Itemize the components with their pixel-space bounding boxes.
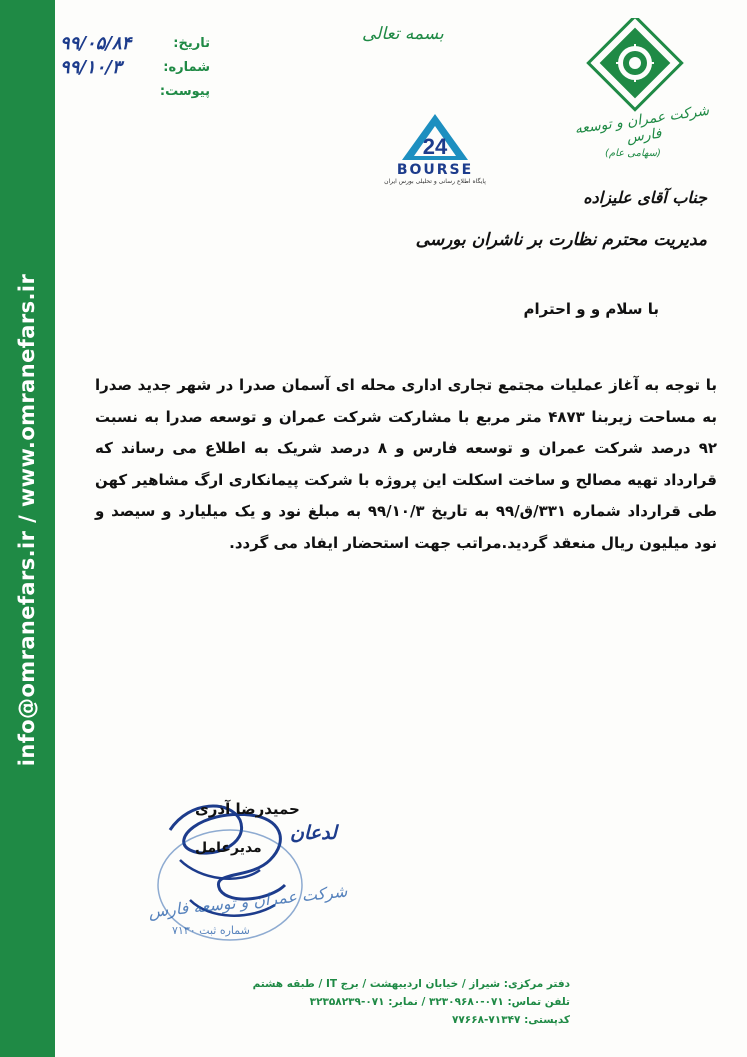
bourse-word: BOURSE	[396, 162, 474, 178]
bourse-mark-icon	[400, 112, 470, 162]
signer-name: حمیدرضا آذری	[195, 800, 300, 818]
sidebar-contact-text: info@omranefars.ir / www.omranefars.ir	[15, 273, 39, 767]
stamp-registration: شماره ثبت ۷۱۳۰	[172, 924, 250, 937]
sidebar-band	[0, 0, 55, 1057]
company-logo-tag: (سهامی عام)	[605, 148, 661, 159]
bourse-logo	[383, 112, 487, 186]
letter-meta	[60, 33, 210, 108]
svg-text:24: 24	[422, 134, 448, 159]
bismillah-header: بسمه تعالی	[362, 24, 444, 44]
number-label: شماره:	[163, 60, 210, 75]
number-value: ۹۹/۱۰/۳	[60, 57, 122, 78]
secondary-signature: لدعان	[290, 822, 337, 844]
letter-body: با توجه به آغاز عملیات مجتمع تجاری اداری محله ای آسمان صدرا در شهر جدید صدرا به مساحت زیربنا ۴۸۷۳ متر مربع با مشارکت شرکت عمران و توسعه صدرا به نسبت ۹۲ درصد شرکت عمران و توسعه فارس و ۸ درصد شریک به اطلاع می رساند که قرارداد تهیه مصالح و ساخت اسکلت این پروژه با شرکت پیمانکاری ارگ مشاهیر کهن طی قرارداد شماره ۳۳۱/ق/۹۹ به تاریخ ۹۹/۱۰/۳ به مبلغ نود و یک میلیارد و سیصد و نود میلیون ریال منعقد گردید.مراتب جهت استحضار ایفاد می گردد.	[95, 376, 717, 552]
stamp-company-name: شرکت عمران و توسعه فارس	[147, 881, 349, 922]
footer-postal: کدپستی: ۷۱۳۴۷-۷۷۶۶۸	[451, 1014, 570, 1026]
footer-phone: تلفن تماس: ۰۷۱-۳۲۳۰۹۶۸۰ / نمابر: ۰۷۱-۳۲۳۵۸۲۳۹	[309, 996, 570, 1008]
greeting: با سلام و و احترام	[523, 300, 659, 318]
addressee-name: جناب آقای علیزاده	[583, 188, 707, 207]
signer-title: مدیرعامل	[195, 840, 262, 856]
number-row	[60, 57, 210, 84]
bourse-subtitle: پایگاه اطلاع رسانی و تحلیلی بورس ایران	[384, 178, 486, 185]
date-value: ۹۹/۰۵/۸۴	[60, 33, 132, 54]
attachment-label: پیوست:	[159, 84, 210, 99]
footer-address: دفتر مرکزی: شیراز / خیابان اردیبهشت / برج IT / طبقه هشتم	[252, 978, 570, 990]
date-label: تاریخ:	[173, 36, 210, 51]
attachment-row	[60, 84, 210, 108]
company-logo-name: شرکت عمران و توسعه فارس	[573, 102, 711, 147]
footer	[230, 975, 570, 1029]
addressee-title: مدیریت محترم نظارت بر ناشران بورسی	[415, 230, 707, 250]
